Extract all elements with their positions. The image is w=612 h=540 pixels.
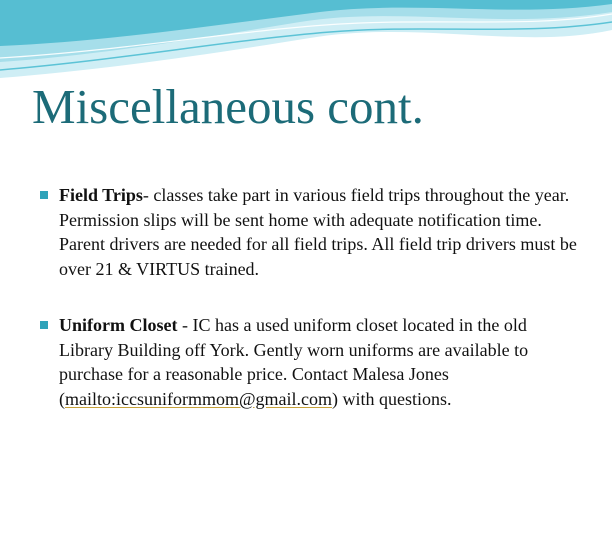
bullet-text-after: ) with questions. (332, 388, 452, 409)
bullet-lead: Field Trips (59, 185, 143, 205)
email-link[interactable]: mailto:iccsuniformmom@gmail.com (65, 388, 333, 409)
bullet-field-trips (40, 183, 580, 281)
square-bullet-icon (40, 321, 48, 329)
bullet-text: - classes take part in various field trips throughout the year. Permission slips will be sent home with adequate notification time. Parent drivers are needed for all field trips. All field trip drivers must be over 21 & VIRTUS trained. (59, 185, 577, 279)
square-bullet-icon (40, 191, 48, 199)
bullet-uniform-closet (40, 313, 580, 411)
wave-header-decoration (0, 0, 612, 82)
slide-title: Miscellaneous cont. (32, 79, 424, 134)
bullet-text: - IC has a used uniform closet located in the old Library Building off York. Gently worn uniforms are available to purchase for a reasonable price. Contact Malesa Jones ( (59, 315, 529, 409)
bullet-list (40, 183, 580, 411)
bullet-lead: Uniform Closet (59, 315, 178, 335)
